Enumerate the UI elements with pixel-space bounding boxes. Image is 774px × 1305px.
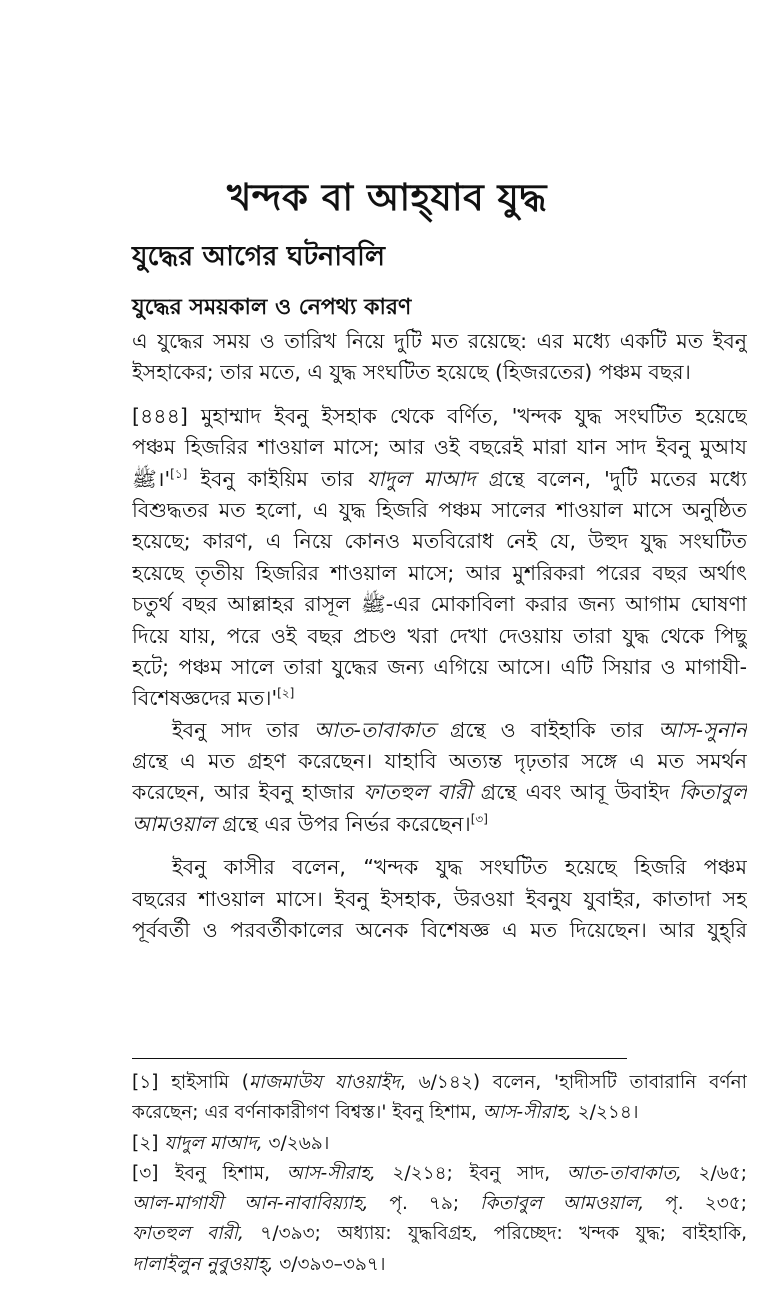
paragraph-line: এ যুদ্ধের সময় ও তারিখ নিয়ে দুটি মত রয়েছে: এর মধ্যে একটি মত ইবনু	[132, 329, 747, 353]
footnote-divider	[132, 1058, 627, 1059]
footnote-ref: [৩]	[470, 812, 488, 827]
paragraph-line: হয়েছে তৃতীয় হিজরির শাওয়াল মাসে; আর মুশরিকরা পরের বছর অর্থাৎ	[132, 560, 747, 585]
paragraph-line: পঞ্চম হিজরির শাওয়াল মাসে; আর ওই বছরেই মারা যান সাদ ইবনু মুআয	[132, 435, 747, 460]
paragraph-line: ইবনু সাদ তার আত-তাবাকাত গ্রন্থে ও বাইহাকি তার আস-সুনান	[172, 717, 747, 742]
paragraph-line: [৪৪৪] মুহাম্মাদ ইবনু ইসহাক থেকে বর্ণিত, 'খন্দক যুদ্ধ সংঘটিত হয়েছে	[132, 403, 747, 428]
footnote-line: দালাইলুন নুবুওয়াহ্‌, ৩/৩৯৩–৩৯৭।	[132, 1253, 386, 1275]
paragraph-line: দিয়ে যায়, পরে ওই বছর প্রচণ্ড খরা দেখা দেওয়ায় তারা যুদ্ধ থেকে পিছু	[132, 623, 747, 648]
paragraph-line: হটে; পঞ্চম সালে তারা যুদ্ধের জন্য এগিয়ে আসে। এটি সিয়ার ও মাগাযী-	[132, 654, 747, 679]
footnote-line: [২] যাদুল মাআদ, ৩/২৬৯।	[132, 1132, 330, 1154]
book-title: আস-সুনান	[658, 717, 747, 742]
paragraph-line: চতুর্থ বছর আল্লাহর রাসূল ﷺ-এর মোকাবিলা করার জন্য আগাম ঘোষণা	[132, 592, 747, 617]
paragraph-line: আমওয়াল গ্রন্থে এর উপর নির্ভর করেছেন।[৩]	[132, 811, 488, 836]
paragraph-line: ইসহাকের; তার মতে, এ যুদ্ধ সংঘটিত হয়েছে (হিজরতের) পঞ্চম বছর।	[132, 360, 691, 385]
paragraph-line: হয়েছে; কারণ, এ নিয়ে কোনও মতবিরোধ নেই যে, উহুদ যুদ্ধ সংঘটিত	[132, 529, 747, 554]
paragraph-line: বছরের শাওয়াল মাসে। ইবনু ইসহাক, উরওয়া ইবনুয যুবাইর, কাতাদা সহ	[132, 886, 747, 911]
book-title: ফাতহুল বারী	[363, 780, 472, 805]
section-heading: যুদ্ধের আগের ঘটনাবলি	[132, 241, 385, 272]
paragraph-line: বিশেষজ্ঞদের মত।'[২]	[132, 686, 295, 711]
footnote-line: [৩] ইবনু হিশাম, আস-সীরাহ, ২/২১৪; ইবনু সাদ, আত-তাবাকাত, ২/৬৫;	[132, 1162, 747, 1184]
paragraph-line: ইবনু কাসীর বলেন, “খন্দক যুদ্ধ সংঘটিত হয়েছে হিজরি পঞ্চম	[172, 855, 747, 880]
paragraph-line: ﷺ।'[১] ইবনু কাইয়িম তার যাদুল মাআদ গ্রন্থে বলেন, 'দুটি মতের মধ্যে	[132, 466, 747, 491]
book-title: আমওয়াল	[132, 811, 216, 836]
footnote-line: আল-মাগাযী আন-নাবাবিয়্যাহ, পৃ. ৭৯; কিতাবুল আমওয়াল, পৃ. ২৩৫;	[132, 1193, 747, 1215]
book-title: আত-তাবাকাত	[314, 717, 436, 742]
footnote-line: ফাতহুল বারী, ৭/৩৯৩; অধ্যায়: যুদ্ধবিগ্রহ, পরিচ্ছেদ: খন্দক যুদ্ধ; বাইহাকি,	[132, 1223, 747, 1245]
paragraph-line: করেছেন, আর ইবনু হাজার ফাতহুল বারী গ্রন্থে এবং আবূ উবাইদ কিতাবুল	[132, 780, 747, 805]
chapter-title: খন্দক বা আহ্‌যাব যুদ্ধ	[226, 176, 548, 219]
paragraph-line: গ্রন্থে এ মত গ্রহণ করেছেন। যাহাবি অত্যন্ত দৃঢ়তার সঙ্গে এ মত সমর্থন	[132, 749, 747, 774]
footnote-ref: [২]	[277, 686, 295, 701]
subsection-heading: যুদ্ধের সময়কাল ও নেপথ্য কারণ	[132, 295, 412, 320]
paragraph-line: পূর্ববর্তী ও পরবর্তীকালের অনেক বিশেষজ্ঞ এ মত দিয়েছেন। আর যুহ্‌রি	[132, 918, 747, 943]
footnote-ref: [১]	[170, 466, 188, 481]
footnotes	[132, 1068, 747, 1280]
paragraph-line: বিশুদ্ধতর মত হলো, এ যুদ্ধ হিজরি পঞ্চম সালের শাওয়াল মাসে অনুষ্ঠিত	[132, 497, 747, 522]
body-text	[132, 326, 747, 946]
footnote-line: [১] হাইসামি (মাজমাউয যাওয়াইদ, ৬/১৪২) বলেন, 'হাদীসটি তাবারানি বর্ণনা	[132, 1072, 747, 1093]
book-title: যাদুল মাআদ	[366, 466, 476, 491]
footnote-line: করেছেন; এর বর্ণনাকারীগণ বিশ্বস্ত।' ইবনু হিশাম, আস-সীরাহ, ২/২১৪।	[132, 1102, 639, 1124]
book-title: কিতাবুল	[678, 780, 747, 805]
